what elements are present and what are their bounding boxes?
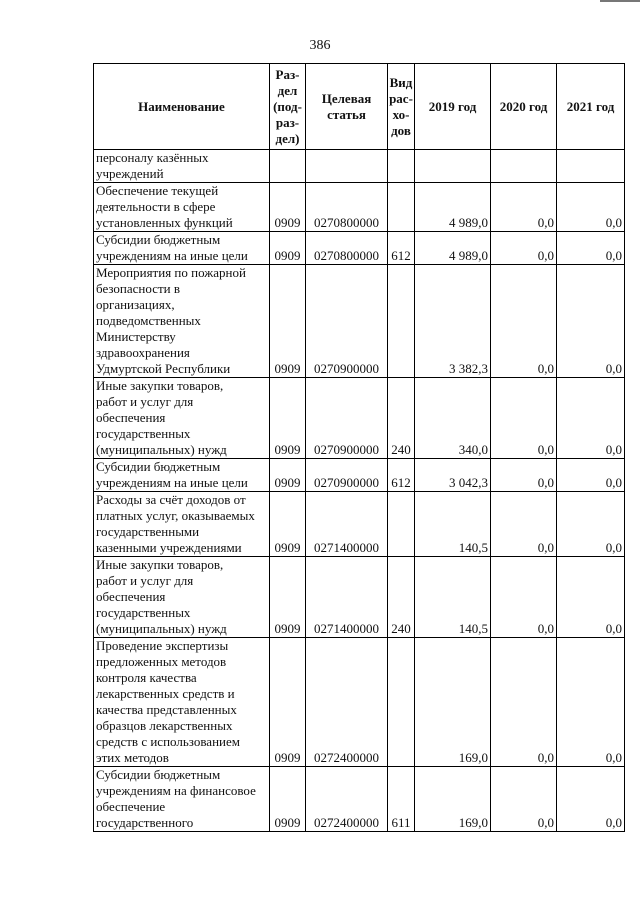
cell-expense (388, 150, 415, 183)
cell-target: 0272400000 (306, 638, 388, 767)
cell-name-line: предложенных методов (96, 654, 227, 669)
cell-expense: 611 (388, 767, 415, 832)
cell-name-line: работ и услуг для (96, 573, 194, 588)
cell-2019: 4 989,0 (415, 232, 491, 265)
cell-name-line: учреждениям на финансовое (96, 783, 256, 798)
cell-name (94, 232, 270, 265)
cell-target: 0270900000 (306, 378, 388, 459)
cell-name (94, 492, 270, 557)
cell-name-line: работ и услуг для (96, 394, 194, 409)
cell-2019: 4 989,0 (415, 183, 491, 232)
cell-2020: 0,0 (491, 492, 557, 557)
cell-2019: 169,0 (415, 638, 491, 767)
cell-name-line: государственных (96, 426, 191, 441)
header-target (306, 64, 388, 150)
table-header-row (94, 64, 625, 150)
cell-name-line: Проведение экспертизы (96, 638, 229, 653)
cell-target: 0270800000 (306, 232, 388, 265)
cell-2020: 0,0 (491, 459, 557, 492)
cell-2019: 3 382,3 (415, 265, 491, 378)
table-row (94, 767, 625, 832)
header-target-line: статья (327, 106, 366, 122)
header-expense (388, 64, 415, 150)
cell-name-line: учреждений (96, 166, 164, 181)
table-row (94, 638, 625, 767)
header-section-line: раз- (275, 114, 300, 130)
table-row (94, 557, 625, 638)
header-expense-line: хо- (392, 106, 410, 122)
cell-expense (388, 638, 415, 767)
table-row (94, 459, 625, 492)
cell-name-line: контроля качества (96, 670, 197, 685)
cell-2020 (491, 150, 557, 183)
cell-name-line: Иные закупки товаров, (96, 378, 224, 393)
table-row (94, 183, 625, 232)
cell-name-line: персоналу казённых (96, 150, 209, 165)
cell-expense: 612 (388, 232, 415, 265)
cell-name (94, 459, 270, 492)
budget-table (93, 63, 625, 832)
page-number: 386 (309, 38, 331, 53)
cell-name-line: Субсидии бюджетным (96, 232, 221, 247)
cell-name-line: обеспечения (96, 410, 166, 425)
table-row (94, 378, 625, 459)
cell-target: 0270900000 (306, 265, 388, 378)
cell-section: 0909 (270, 378, 306, 459)
cell-name-line: государственными (96, 524, 200, 539)
cell-2020: 0,0 (491, 638, 557, 767)
cell-name-line: государственного (96, 815, 194, 830)
cell-section: 0909 (270, 183, 306, 232)
cell-2019 (415, 150, 491, 183)
table-row (94, 150, 625, 183)
cell-section: 0909 (270, 492, 306, 557)
cell-name (94, 150, 270, 183)
cell-target: 0270800000 (306, 183, 388, 232)
cell-expense (388, 183, 415, 232)
cell-2021: 0,0 (557, 557, 625, 638)
cell-name-line: установленных функций (96, 215, 233, 230)
cell-section: 0909 (270, 638, 306, 767)
cell-2021: 0,0 (557, 232, 625, 265)
cell-section: 0909 (270, 232, 306, 265)
cell-section: 0909 (270, 265, 306, 378)
cell-name-line: качества представленных (96, 702, 237, 717)
cell-2019: 140,5 (415, 492, 491, 557)
cell-name-line: учреждениям на иные цели (96, 475, 248, 490)
header-expense-line: рас- (389, 90, 413, 106)
cell-name (94, 378, 270, 459)
table-row (94, 265, 625, 378)
header-name: Наименование (94, 64, 270, 150)
cell-2020: 0,0 (491, 232, 557, 265)
cell-target: 0272400000 (306, 767, 388, 832)
cell-name-line: этих методов (96, 750, 169, 765)
cell-name (94, 638, 270, 767)
cell-target: 0271400000 (306, 557, 388, 638)
cell-name (94, 767, 270, 832)
cell-name (94, 183, 270, 232)
cell-name-line: образцов лекарственных (96, 718, 233, 733)
cell-name-line: Удмуртской Республики (96, 361, 231, 376)
cell-name-line: (муниципальных) нужд (96, 442, 227, 457)
cell-name-line: организациях, (96, 297, 175, 312)
cell-name-line: обеспечения (96, 589, 166, 604)
cell-section: 0909 (270, 557, 306, 638)
cell-2019: 140,5 (415, 557, 491, 638)
cell-expense: 240 (388, 378, 415, 459)
cell-name-line: безопасности в (96, 281, 181, 296)
cell-name-line: деятельности в сфере (96, 199, 216, 214)
cell-name-line: (муниципальных) нужд (96, 621, 227, 636)
cell-expense: 612 (388, 459, 415, 492)
cell-2019: 3 042,3 (415, 459, 491, 492)
table-row (94, 232, 625, 265)
cell-name-line: здравоохранения (96, 345, 190, 360)
cell-2021: 0,0 (557, 459, 625, 492)
cell-target: 0270900000 (306, 459, 388, 492)
cell-name (94, 557, 270, 638)
cell-name-line: Иные закупки товаров, (96, 557, 224, 572)
cell-name-line: Субсидии бюджетным (96, 459, 221, 474)
cell-2020: 0,0 (491, 378, 557, 459)
cell-target: 0271400000 (306, 492, 388, 557)
cell-2020: 0,0 (491, 767, 557, 832)
cell-name-line: Обеспечение текущей (96, 183, 219, 198)
table-row (94, 492, 625, 557)
scan-edge-mark (600, 0, 640, 14)
cell-2020: 0,0 (491, 557, 557, 638)
cell-name-line: средств с использованием (96, 734, 240, 749)
cell-2019: 340,0 (415, 378, 491, 459)
header-section-line: дел) (275, 130, 300, 146)
cell-expense: 240 (388, 557, 415, 638)
cell-section: 0909 (270, 459, 306, 492)
cell-name-line: лекарственных средств и (96, 686, 235, 701)
header-expense-line: дов (391, 122, 411, 138)
cell-2019: 169,0 (415, 767, 491, 832)
cell-name-line: государственных (96, 605, 191, 620)
cell-2021: 0,0 (557, 767, 625, 832)
cell-name-line: казенными учреждениями (96, 540, 242, 555)
header-2020: 2020 год (491, 64, 557, 150)
cell-name-line: учреждениям на иные цели (96, 248, 248, 263)
cell-name-line: платных услуг, оказываемых (96, 508, 255, 523)
header-section-line: дел (277, 82, 298, 98)
cell-name-line: подведомственных (96, 313, 201, 328)
header-expense-line: Вид (389, 74, 413, 90)
cell-section: 0909 (270, 767, 306, 832)
header-target-line: Целевая (321, 90, 372, 106)
cell-2021: 0,0 (557, 265, 625, 378)
cell-name-line: Расходы за счёт доходов от (96, 492, 246, 507)
cell-2021: 0,0 (557, 378, 625, 459)
cell-name-line: Субсидии бюджетным (96, 767, 221, 782)
header-section-line: (под- (273, 98, 302, 114)
cell-2020: 0,0 (491, 265, 557, 378)
cell-2021 (557, 150, 625, 183)
header-2021: 2021 год (557, 64, 625, 150)
cell-target (306, 150, 388, 183)
cell-expense (388, 492, 415, 557)
header-section (270, 64, 306, 150)
cell-name-line: Мероприятия по пожарной (96, 265, 246, 280)
cell-name-line: обеспечение (96, 799, 166, 814)
table-body (94, 150, 625, 832)
cell-2021: 0,0 (557, 492, 625, 557)
cell-section (270, 150, 306, 183)
cell-name-line: Министерству (96, 329, 176, 344)
header-2019: 2019 год (415, 64, 491, 150)
cell-2021: 0,0 (557, 183, 625, 232)
cell-expense (388, 265, 415, 378)
cell-2020: 0,0 (491, 183, 557, 232)
header-section-line: Раз- (275, 66, 300, 82)
cell-2021: 0,0 (557, 638, 625, 767)
cell-name (94, 265, 270, 378)
